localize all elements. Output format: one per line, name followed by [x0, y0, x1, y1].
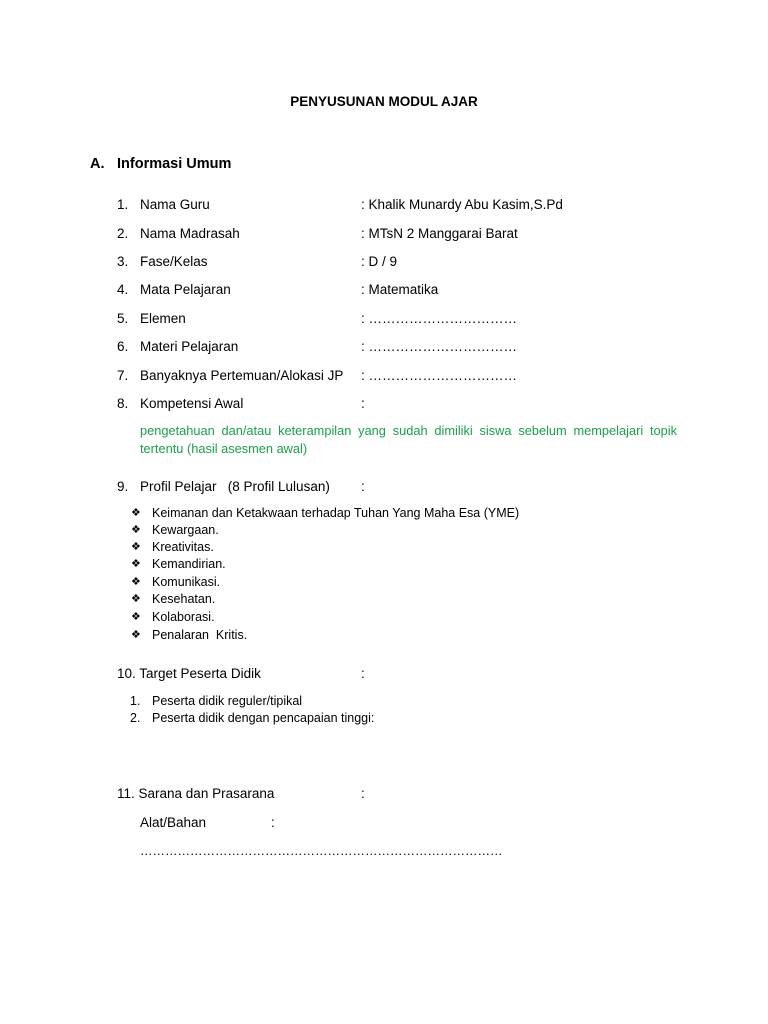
- bullet-icon: ❖: [131, 541, 141, 553]
- item-label-profil-pelajar: Profil Pelajar (8 Profil Lulusan): [140, 479, 330, 494]
- item-value-elemen: : ……………………………: [361, 311, 518, 326]
- item-value-nama-guru: : Khalik Munardy Abu Kasim,S.Pd: [361, 197, 563, 212]
- profil-bullet: Kreativitas.: [152, 540, 214, 554]
- item-value-profil-pelajar: :: [361, 479, 365, 494]
- section-title: Informasi Umum: [117, 156, 232, 172]
- profil-bullet: Penalaran Kritis.: [152, 628, 248, 642]
- item-label-nama-madrasah: Nama Madrasah: [140, 226, 240, 241]
- item-value-alokasi-jp: : ……………………………: [361, 368, 518, 383]
- item-label-mata-pelajaran: Mata Pelajaran: [140, 282, 231, 297]
- page-title: PENYUSUNAN MODUL AJAR: [290, 94, 478, 109]
- section-number: A.: [90, 156, 105, 172]
- item-number: 2.: [117, 226, 129, 241]
- item-number: 4.: [117, 282, 129, 297]
- item-number: 7.: [117, 368, 129, 383]
- alat-bahan-dots: ……………………………………………………………………………: [140, 844, 503, 858]
- item-label-elemen: Elemen: [140, 311, 186, 326]
- item-label-materi-pelajaran: Materi Pelajaran: [140, 339, 239, 354]
- item-value-mata-pelajaran: : Matematika: [361, 282, 439, 297]
- item-number: 9.: [117, 479, 129, 494]
- item-value-materi-pelajaran: : ……………………………: [361, 339, 518, 354]
- alat-bahan-label: Alat/Bahan: [140, 815, 207, 830]
- item-value-target-peserta-didik: :: [361, 666, 365, 681]
- item-value-kompetensi-awal: :: [361, 396, 365, 411]
- kompetensi-note: pengetahuan dan/atau keterampilan yang sudah dimiliki siswa sebelum mempelajari topik tertentu (hasil asesmen awal): [140, 423, 677, 456]
- target-subitem: Peserta didik dengan pencapaian tinggi:: [152, 711, 375, 725]
- item-number: 5.: [117, 311, 129, 326]
- item-label-alokasi-jp: Banyaknya Pertemuan/Alokasi JP: [140, 368, 344, 383]
- item-label-sarana-prasarana: 11. Sarana dan Prasarana: [117, 786, 275, 801]
- item-number: 3.: [117, 254, 129, 269]
- subitem-number: 1.: [130, 694, 141, 708]
- item-label-fase-kelas: Fase/Kelas: [140, 254, 208, 269]
- profil-bullet: Kolaborasi.: [152, 610, 215, 624]
- item-label-nama-guru: Nama Guru: [140, 197, 210, 212]
- alat-bahan-colon: :: [271, 815, 275, 830]
- profil-bullet: Komunikasi.: [152, 575, 221, 589]
- bullet-icon: ❖: [131, 576, 141, 588]
- profil-bullet: Kewargaan.: [152, 523, 219, 537]
- item-value-nama-madrasah: : MTsN 2 Manggarai Barat: [361, 226, 518, 241]
- bullet-icon: ❖: [131, 507, 141, 519]
- profil-bullet: Keimanan dan Ketakwaan terhadap Tuhan Yang Maha Esa (YME): [152, 506, 520, 520]
- profil-bullet: Kemandirian.: [152, 557, 226, 571]
- item-number: 6.: [117, 339, 129, 354]
- item-value-fase-kelas: : D / 9: [361, 254, 398, 269]
- bullet-icon: ❖: [131, 524, 141, 536]
- bullet-icon: ❖: [131, 611, 141, 623]
- bullet-icon: ❖: [131, 629, 141, 641]
- item-number: 8.: [117, 396, 129, 411]
- item-label-target-peserta-didik: 10. Target Peserta Didik: [117, 666, 261, 681]
- bullet-icon: ❖: [131, 558, 141, 570]
- item-label-kompetensi-awal: Kompetensi Awal: [140, 396, 244, 411]
- target-subitem: Peserta didik reguler/tipikal: [152, 694, 303, 708]
- item-number: 1.: [117, 197, 129, 212]
- profil-bullet: Kesehatan.: [152, 592, 216, 606]
- bullet-icon: ❖: [131, 593, 141, 605]
- item-value-sarana-prasarana: :: [361, 786, 365, 801]
- subitem-number: 2.: [130, 711, 141, 725]
